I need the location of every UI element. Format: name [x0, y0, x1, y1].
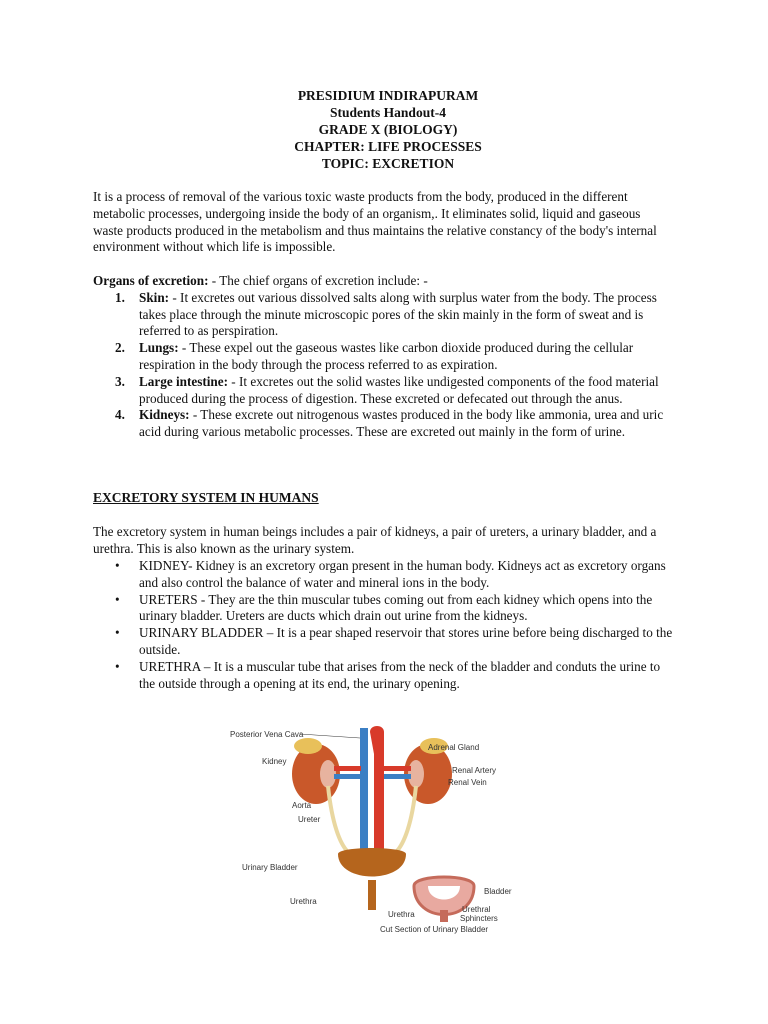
item-number: 1. — [115, 289, 125, 305]
list-item — [93, 659, 673, 693]
bullet-text: URINARY BLADDER – It is a pear shaped reservoir that stores urine before being discharged to the outside. — [139, 625, 673, 657]
list-item — [93, 592, 673, 626]
excretory-bullets — [93, 558, 673, 692]
item-term: Lungs: — [139, 340, 179, 356]
bullet-icon: • — [115, 591, 120, 607]
item-text: - It excretes out the solid wastes like undigested components of the food material produced during the process of digestion. These excreted or defecated out through the anus. — [139, 373, 659, 406]
urethra-shape — [368, 880, 376, 910]
handout-title: Students Handout-4 — [330, 105, 446, 120]
label-urethra-cut: Urethra — [388, 910, 415, 919]
label-sphincters-1: Urethral — [462, 905, 491, 914]
item-term: Large intestine: — [139, 373, 228, 389]
item-number: 4. — [115, 407, 125, 423]
list-item — [93, 558, 673, 592]
left-kidney-hilum — [320, 760, 336, 788]
item-text: - These expel out the gaseous wastes like carbon dioxide produced during the cellular respiration in the body through the process referred to as expiration. — [139, 340, 634, 372]
label-adrenal-gland: Adrenal Gland — [428, 743, 480, 752]
bullet-text: KIDNEY- Kidney is an excretory organ present in the human body. Kidneys act as excretory organs and also control the balance of water and mineral ions in the body. — [139, 558, 666, 590]
bullet-icon: • — [115, 558, 120, 573]
list-item — [93, 290, 678, 340]
chapter-line: CHAPTER: LIFE PROCESSES — [294, 139, 482, 154]
label-bladder-cut: Bladder — [484, 887, 512, 896]
bullet-text: URETERS - They are the thin muscular tubes coming out from each kidney which opens into the urinary bladder. Ureters are ducts which drain out urine from the kidneys. — [139, 591, 653, 624]
item-text: - These excrete out nitrogenous wastes produced in the body like ammonia, urea and uric acid during various metabolic processes. These are excreted out mainly in the form of urine. — [139, 407, 664, 440]
school-name: PRESIDIUM INDIRAPURAM — [297, 88, 479, 103]
label-renal-vein: Renal Vein — [448, 778, 487, 787]
cut-section-urethra — [440, 910, 448, 922]
organs-heading: Organs of excretion: — [93, 273, 209, 288]
left-adrenal-shape — [294, 738, 322, 754]
item-number: 3. — [115, 373, 125, 389]
right-renal-vein — [384, 774, 411, 779]
item-text: - It excretes out various dissolved salts along with surplus water from the body. The process takes place through the minute microscopic pores of the skin mainly in the form of sweat and is referred to as perspiration. — [139, 289, 657, 339]
item-number: 2. — [115, 340, 125, 356]
organs-section — [93, 273, 678, 441]
label-sphincters-2: Sphincters — [460, 914, 498, 923]
item-term: Skin: — [139, 289, 170, 305]
right-renal-artery — [384, 766, 411, 771]
organs-list — [93, 290, 678, 441]
label-vena-cava: Posterior Vena Cava — [230, 730, 304, 739]
topic-line: TOPIC: EXCRETION — [321, 156, 455, 171]
label-urinary-bladder: Urinary Bladder — [242, 863, 298, 872]
intro-paragraph: It is a process of removal of the various toxic waste products from the body, produced in the different metabolic processes, undergoing inside the body of an organism,. It eliminates solid, liquid and gaseous waste products produced in the metabolism and thus maintains the relative constancy of the body's internal environment without which life is impossible. — [93, 189, 657, 255]
list-item — [93, 374, 678, 408]
excretory-intro: The excretory system in human beings includes a pair of kidneys, a pair of ureters, a urinary bladder, and a urethra. This is also known as the urinary system. — [93, 524, 657, 556]
label-renal-artery: Renal Artery — [452, 766, 497, 775]
grade-line: GRADE X (BIOLOGY) — [318, 122, 458, 137]
label-ureter: Ureter — [298, 815, 321, 824]
document-header — [0, 87, 768, 172]
label-aorta: Aorta — [292, 801, 312, 810]
label-urethra: Urethra — [290, 897, 317, 906]
excretory-system-diagram — [228, 724, 520, 936]
bullet-icon: • — [115, 658, 120, 674]
list-item — [93, 340, 678, 374]
bullet-text: URETHRA – It is a muscular tube that arises from the neck of the bladder and conduts the urine to the outside through a opening at its end, the urinary opening. — [139, 658, 661, 691]
organs-heading-rest: - The chief organs of excretion include: - — [208, 273, 428, 288]
figure-caption: Cut Section of Urinary Bladder — [380, 925, 489, 934]
left-renal-artery — [334, 766, 361, 771]
organs-heading-line — [93, 273, 678, 290]
item-term: Kidneys: — [139, 407, 190, 423]
section-heading: EXCRETORY SYSTEM IN HUMANS — [93, 490, 319, 505]
left-renal-vein — [334, 774, 361, 779]
list-item — [93, 407, 678, 441]
list-item — [93, 625, 673, 659]
label-kidney: Kidney — [262, 757, 287, 766]
bullet-icon: • — [115, 625, 120, 641]
